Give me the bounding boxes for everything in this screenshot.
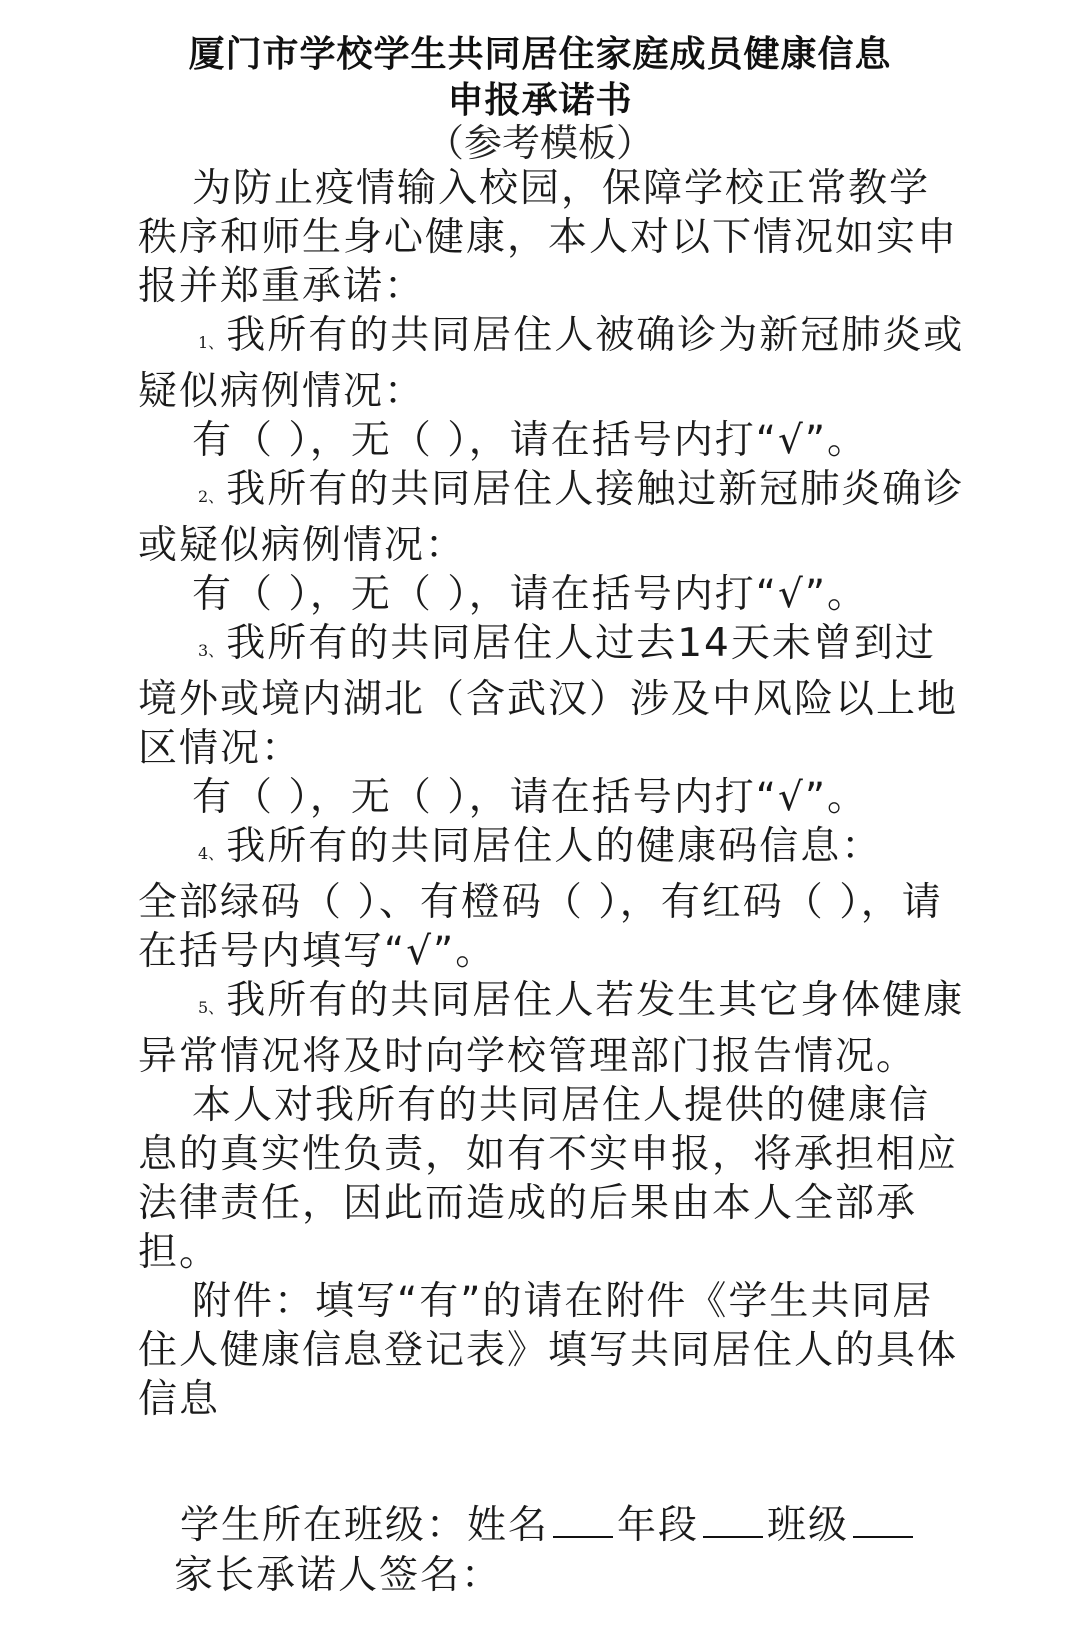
parent-signature-label: 家长承诺人签名： <box>174 1553 503 1598</box>
item-1-number: 1、 <box>198 333 225 352</box>
item-1-text <box>138 311 968 416</box>
class-info-line <box>180 1500 1000 1551</box>
item-2-choice: 有（ ），无（ ），请在括号内打“√”。 <box>192 572 869 617</box>
grade-label: 年段 <box>617 1503 700 1548</box>
item-1-label: 我所有的共同居住人被确诊为新冠肺炎或疑似病例情况： <box>138 313 965 414</box>
item-5-number: 5、 <box>198 998 225 1017</box>
item-5-text <box>138 976 968 1081</box>
name-label: 姓名 <box>467 1503 550 1548</box>
item-2-label: 我所有的共同居住人接触过新冠肺炎确诊或疑似病例情况： <box>138 467 965 568</box>
item-3-text <box>138 619 968 773</box>
document-title-line1: 厦门市学校学生共同居住家庭成员健康信息 <box>188 34 892 75</box>
item-3-label: 我所有的共同居住人过去14天未曾到过境外或境内湖北（含武汉）涉及中风险以上地区情况： <box>138 621 959 771</box>
item-3-choice: 有（ ），无（ ），请在括号内打“√”。 <box>192 775 869 820</box>
class-label: 学生所在班级： <box>180 1503 468 1548</box>
document-subtitle: （参考模板） <box>425 121 654 165</box>
item-4-choice: 全部绿码（ ）、有橙码（ ），有红码（ ），请在括号内填写“√”。 <box>138 880 943 974</box>
item-2-text <box>138 465 968 570</box>
item-4-number: 4、 <box>198 844 225 863</box>
item-5-label: 我所有的共同居住人若发生其它身体健康异常情况将及时向学校管理部门报告情况。 <box>138 978 965 1079</box>
grade-blank-field[interactable] <box>703 1500 763 1538</box>
item-4-text <box>138 822 968 878</box>
document-body <box>138 164 968 1424</box>
document-title-line2: 申报承诺书 <box>447 80 633 121</box>
responsibility-paragraph: 本人对我所有的共同居住人提供的健康信息的真实性负责，如有不实申报，将承担相应法律责任，因此而造成的后果由本人全部承担。 <box>138 1083 959 1275</box>
item-1-choice: 有（ ），无（ ），请在括号内打“√”。 <box>192 418 869 463</box>
class-blank-field[interactable] <box>853 1500 913 1538</box>
class-field-label: 班级 <box>767 1503 850 1548</box>
item-3-number: 3、 <box>198 641 225 660</box>
name-blank-field[interactable] <box>553 1500 613 1538</box>
item-2-number: 2、 <box>198 487 225 506</box>
item-4-label: 我所有的共同居住人的健康码信息： <box>226 824 883 869</box>
intro-paragraph: 为防止疫情输入校园，保障学校正常教学秩序和师生身心健康，本人对以下情况如实申报并郑重承诺： <box>138 166 959 309</box>
parent-signature-line <box>174 1551 1000 1601</box>
attachment-note: 附件：填写“有”的请在附件《学生共同居住人健康信息登记表》填写共同居住人的具体信息 <box>138 1279 959 1422</box>
signature-block <box>174 1500 1000 1601</box>
